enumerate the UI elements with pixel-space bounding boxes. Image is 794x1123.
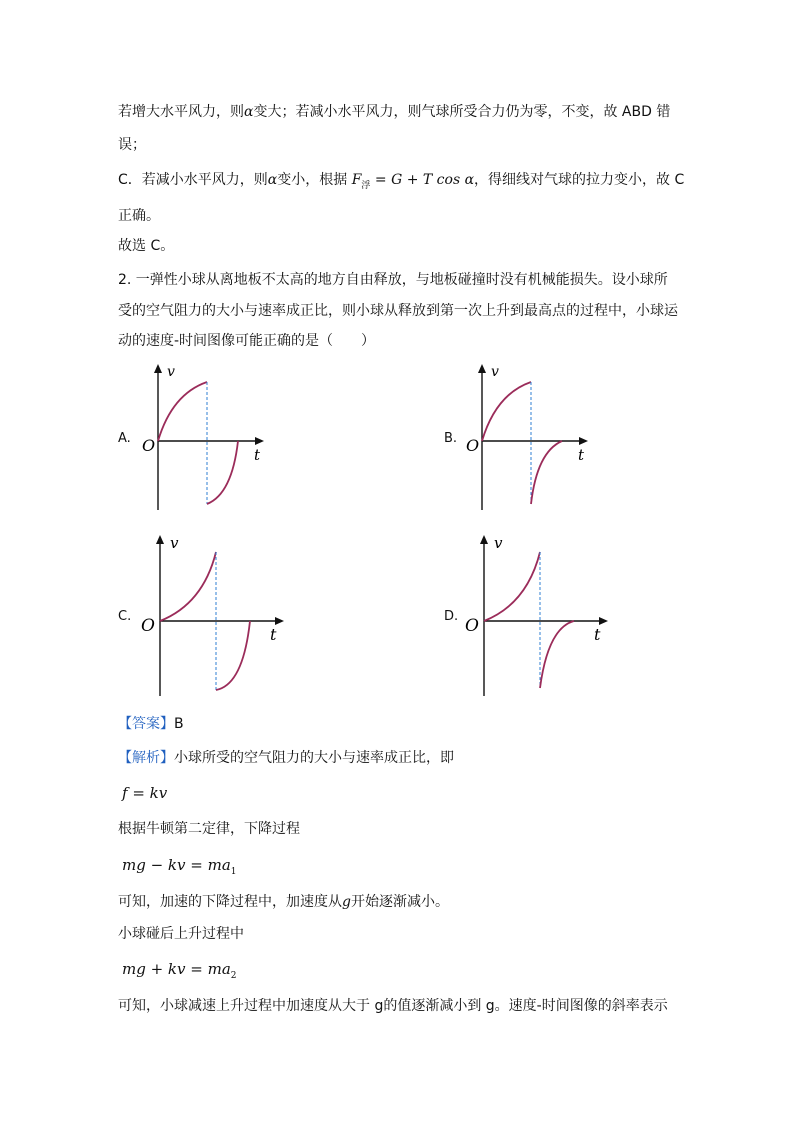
t-label: t xyxy=(254,446,261,464)
buoyancy-formula: $F_浮 = G + T$ cos α xyxy=(351,172,475,191)
prev-line-4: 正确。 xyxy=(118,208,160,224)
equation-1: f = kv xyxy=(122,784,168,802)
question-line-1: 2. 一弹性小球从离地板不太高的地方自由释放，与地板碰撞时没有机械能损失。设小球所 xyxy=(118,272,668,288)
origin-label: O xyxy=(465,616,479,636)
t-label: t xyxy=(270,625,277,644)
descent-curve xyxy=(158,382,207,441)
option-b-label: B. xyxy=(444,431,458,446)
analysis-line-5: 可知，小球减速上升过程中加速度从大于 g的值逐渐减小到 g。速度-时间图像的斜率表示 xyxy=(118,998,668,1014)
v-label: v xyxy=(167,364,175,380)
v-label: v xyxy=(170,534,179,552)
question-line-3: 动的速度-时间图像可能正确的是（ ） xyxy=(118,333,376,349)
t-label: t xyxy=(578,446,585,464)
prev-line-5: 故选 C。 xyxy=(118,238,175,254)
ascent-curve xyxy=(531,441,562,504)
option-c-graph xyxy=(140,532,290,698)
t-axis-arrow xyxy=(579,437,588,445)
option-b-graph xyxy=(464,362,594,514)
prev-line-2: 误； xyxy=(118,137,146,153)
analysis-line-2: 根据牛顿第二定律，下降过程 xyxy=(118,821,300,837)
analysis-tag: 【解析】 xyxy=(118,750,174,766)
prev-line-3: C．若减小水平风力，则α变小，根据 $F_浮 = G + T$ cos α，得细线对气球的拉力变小，故 C xyxy=(118,172,685,191)
prev-line-1: 若增大水平风力，则α变大；若减小水平风力，则气球所受合力仍为零，不变，故 ABD 错 xyxy=(118,104,671,120)
option-a-graph xyxy=(140,362,270,514)
ascent-curve xyxy=(540,621,574,688)
equation-3: mg + kv = $ma_2$ xyxy=(122,960,237,981)
option-c-label: C. xyxy=(118,609,132,624)
analysis-line-4: 小球碰后上升过程中 xyxy=(118,926,244,942)
ascent-curve xyxy=(207,441,238,504)
question-line-2: 受的空气阻力的大小与速率成正比，则小球从释放到第一次上升到最高点的过程中，小球运 xyxy=(118,303,678,319)
t-axis-arrow xyxy=(255,437,264,445)
option-d-graph xyxy=(464,532,614,698)
option-a-label: A. xyxy=(118,431,131,446)
v-axis-arrow xyxy=(480,535,488,544)
origin-label: O xyxy=(466,436,480,455)
v-axis-arrow xyxy=(478,364,486,373)
v-axis-arrow xyxy=(154,364,162,373)
analysis-line-3: 可知，加速的下降过程中，加速度从g开始逐渐减小。 xyxy=(118,894,449,910)
v-label: v xyxy=(494,534,503,552)
v-axis-arrow xyxy=(156,535,164,544)
answer-value: B xyxy=(174,716,184,732)
analysis-line-1: 【解析】小球所受的空气阻力的大小与速率成正比，即 xyxy=(118,750,454,766)
descent-curve xyxy=(160,552,216,621)
ascent-curve xyxy=(216,621,250,690)
descent-curve xyxy=(482,382,531,441)
origin-label: O xyxy=(141,616,155,636)
equation-2: mg − kv = $ma_1$ xyxy=(122,856,237,877)
origin-label: O xyxy=(142,436,156,455)
answer-tag: 【答案】 xyxy=(118,716,174,732)
descent-curve xyxy=(484,552,540,621)
t-axis-arrow xyxy=(275,617,284,625)
answer-line xyxy=(118,714,184,734)
t-label: t xyxy=(594,625,601,644)
v-label: v xyxy=(491,364,499,380)
t-axis-arrow xyxy=(599,617,608,625)
option-d-label: D. xyxy=(444,609,459,624)
